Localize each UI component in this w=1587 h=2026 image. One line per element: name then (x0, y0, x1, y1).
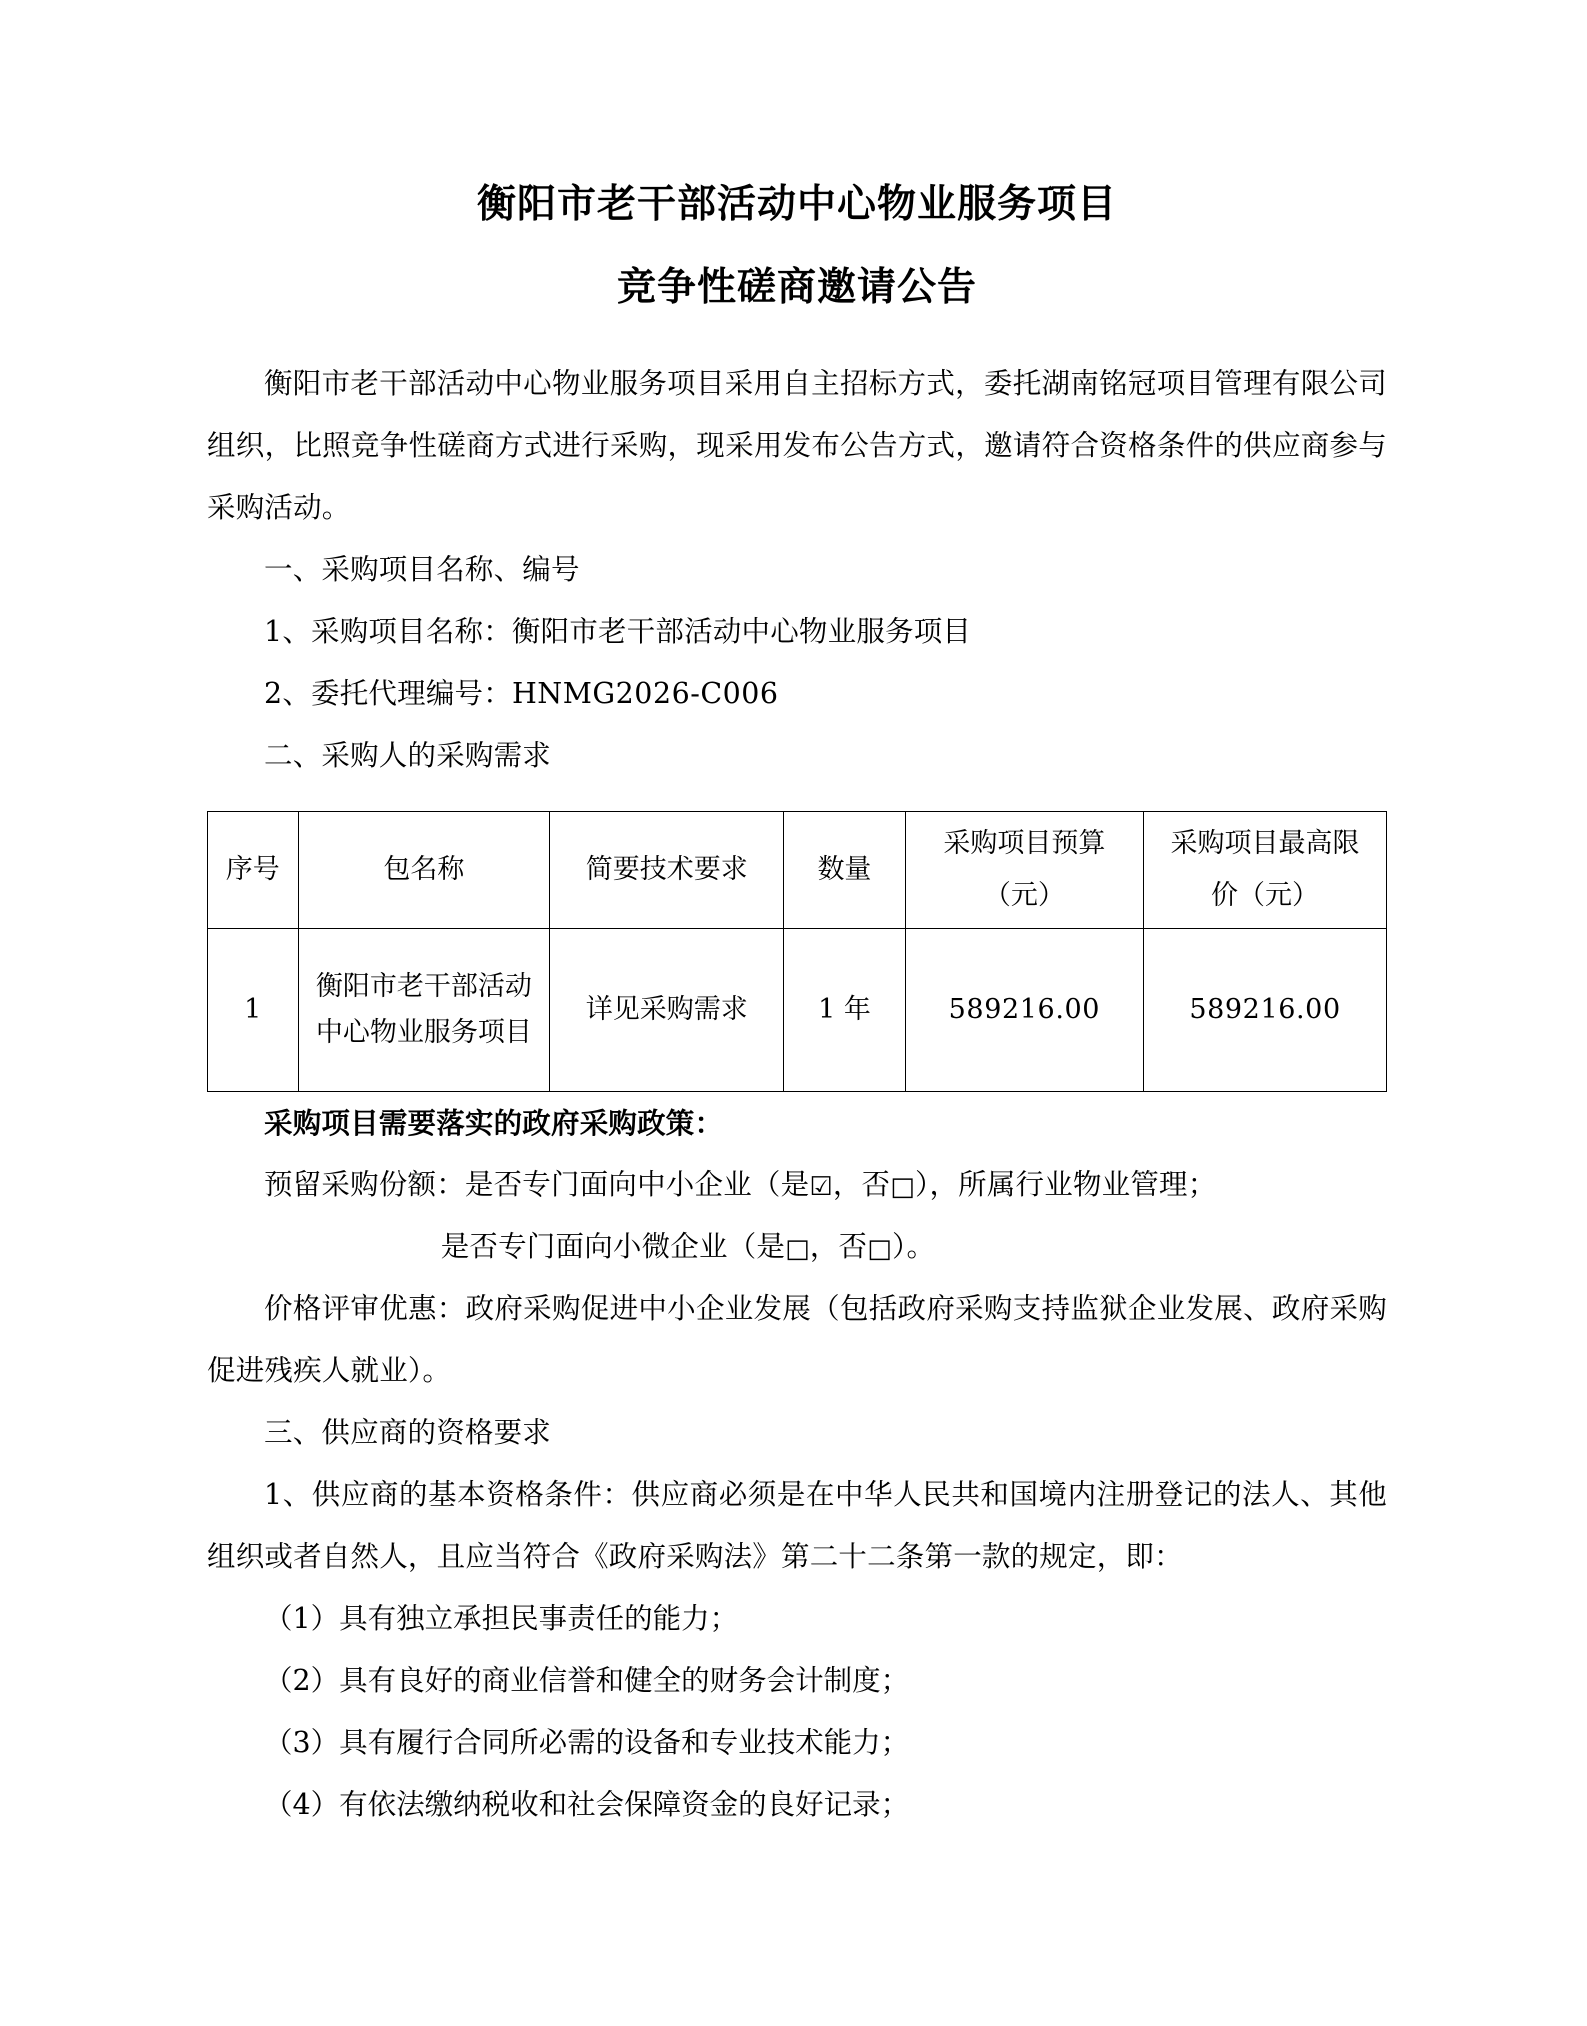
policy-reserve-line-1-text-c: ），所属行业物业管理； (915, 1168, 1217, 1202)
qualification-item-1: （1）具有独立承担民事责任的能力； (264, 1602, 739, 1636)
table-header-package-name: 包名称 (298, 812, 550, 929)
policy-reserve-line-1-text-a: 预留采购份额：是否专门面向中小企业（是 (264, 1168, 810, 1202)
section-two-heading: 二、采购人的采购需求 (264, 739, 552, 773)
table-cell-no: 1 (208, 929, 299, 1092)
checkbox-empty-icon: □ (890, 1172, 915, 1203)
agency-code-value: HNMG2026-C006 (511, 677, 779, 711)
policy-heading: 采购项目需要落实的政府采购政策： (264, 1106, 724, 1141)
policy-price-review: 价格评审优惠：政府采购促进中小企业发展（包括政府采购支持监狱企业发展、政府采购促进残疾人就业）。 (207, 1292, 1387, 1388)
procurement-requirement-table (207, 811, 1387, 1092)
policy-reserve-line-2-text-a: 是否专门面向小微企业（是 (440, 1230, 786, 1264)
document-content (207, 0, 1387, 1836)
table-header-budget (905, 812, 1143, 929)
table-header-ceiling-line-1: 采购项目最高限 (1170, 828, 1360, 860)
policy-reserve-line-2-text-b: ，否 (809, 1230, 868, 1264)
policy-reserve-line-2 (207, 1216, 1387, 1278)
table-header-budget-line-2: （元） (983, 880, 1065, 912)
checkbox-checked-icon: ☑ (809, 1172, 833, 1203)
section-three-heading: 三、供应商的资格要求 (264, 1416, 552, 1450)
table-header-tech-requirement: 简要技术要求 (550, 812, 784, 929)
table-header-ceiling-line-2: 价（元） (1211, 880, 1320, 912)
checkbox-empty-icon-3: □ (867, 1234, 893, 1265)
policy-reserve-line-1-text-b: ，否 (832, 1168, 891, 1202)
document-title-line-1: 衡阳市老干部活动中心物业服务项目 (476, 181, 1117, 227)
qualification-item-4: （4）有依法缴纳税收和社会保障资金的良好记录； (264, 1788, 910, 1822)
checkbox-empty-icon-2: □ (785, 1234, 810, 1265)
section-one-heading: 一、采购项目名称、编号 (264, 553, 580, 587)
table-row (208, 929, 1387, 1092)
table-cell-package-name: 衡阳市老干部活动中心物业服务项目 (298, 929, 550, 1092)
section-three-item-1: 1、供应商的基本资格条件：供应商必须是在中华人民共和国境内注册登记的法人、其他组织或者自然人，且应当符合《政府采购法》第二十二条第一款的规定，即： (207, 1478, 1387, 1574)
table-cell-budget: 589216.00 (905, 929, 1143, 1092)
section-one-item-1: 1、采购项目名称：衡阳市老干部活动中心物业服务项目 (264, 615, 972, 649)
section-one-item-2 (207, 663, 1387, 725)
table-cell-ceiling-price: 589216.00 (1144, 929, 1387, 1092)
table-header-row (208, 812, 1387, 929)
policy-reserve-line-2-text-c: ）。 (892, 1230, 936, 1264)
table-header-quantity: 数量 (784, 812, 905, 929)
table-header-budget-line-1: 采购项目预算 (943, 828, 1106, 860)
table-cell-quantity: 1 年 (784, 929, 905, 1092)
qualification-item-3: （3）具有履行合同所必需的设备和专业技术能力； (264, 1726, 910, 1760)
qualification-item-2: （2）具有良好的商业信誉和健全的财务会计制度； (264, 1664, 910, 1698)
document-title-line-2: 竞争性磋商邀请公告 (616, 263, 977, 310)
table-cell-tech-requirement: 详见采购需求 (550, 929, 784, 1092)
table-header-no: 序号 (208, 812, 299, 929)
intro-paragraph: 衡阳市老干部活动中心物业服务项目采用自主招标方式，委托湖南铭冠项目管理有限公司组织，比照竞争性磋商方式进行采购，现采用发布公告方式，邀请符合资格条件的供应商参与采购活动。 (207, 367, 1387, 525)
table-header-ceiling-price (1144, 812, 1387, 929)
section-one-item-2-label: 2、委托代理编号： (264, 677, 512, 711)
policy-reserve-line-1 (207, 1154, 1387, 1216)
